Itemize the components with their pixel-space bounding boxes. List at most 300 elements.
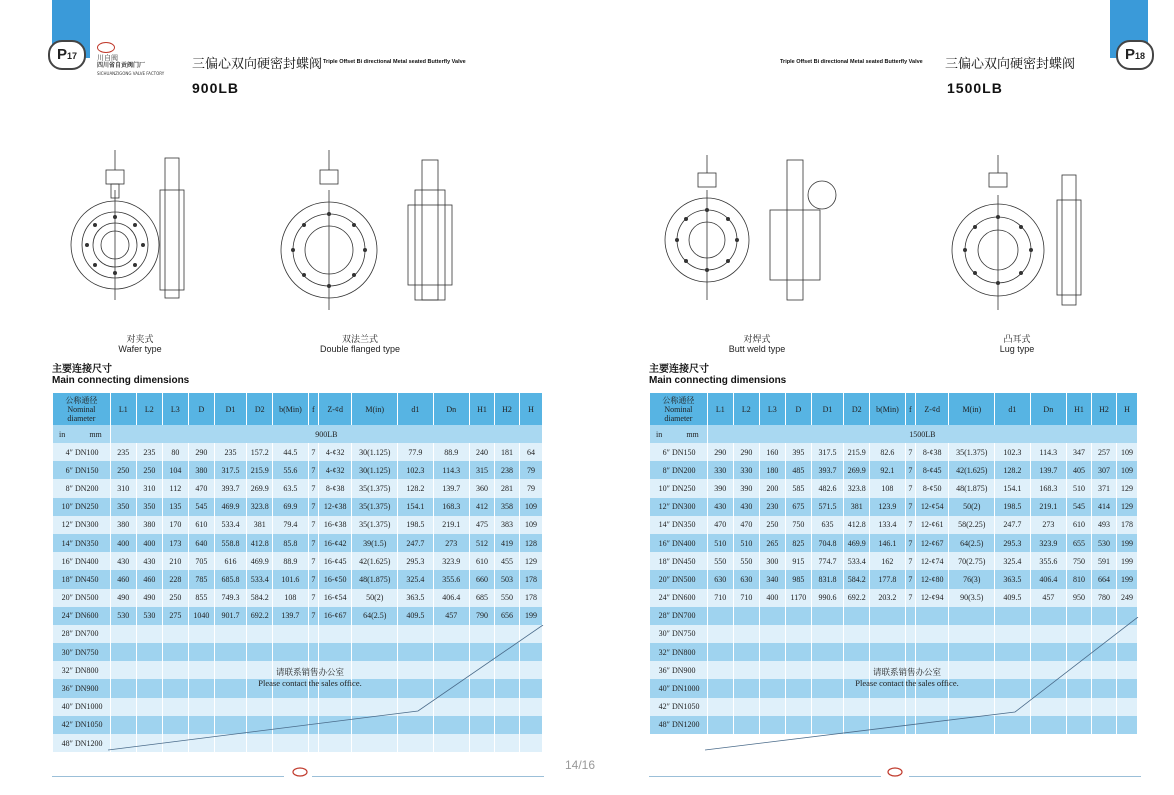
table-cell: 139.7 xyxy=(433,479,469,497)
table-cell: 135 xyxy=(162,498,188,516)
table-row xyxy=(650,552,1138,570)
table-cell: 825 xyxy=(785,534,811,552)
table-cell: 235 xyxy=(214,443,246,461)
table-cell: 80 xyxy=(162,443,188,461)
nominal-size-cell: 48″ DN1200 xyxy=(650,716,707,734)
table-cell: 412.8 xyxy=(247,534,273,552)
footer-line xyxy=(52,776,284,777)
table-cell: 199 xyxy=(1117,552,1138,570)
column-header: D1 xyxy=(811,393,843,425)
section-title: 主要连接尺寸 Main connecting dimensions xyxy=(649,364,787,386)
table-cell: 550 xyxy=(494,589,519,607)
table-row xyxy=(53,607,543,625)
table-cell: 749.3 xyxy=(214,589,246,607)
table-cell: 340 xyxy=(759,570,785,588)
table-cell: 12-¢38 xyxy=(319,498,352,516)
table-cell: 157.2 xyxy=(247,443,273,461)
unit-row xyxy=(650,425,1138,443)
column-header: M(in) xyxy=(949,393,995,425)
table-cell: 685.8 xyxy=(214,570,246,588)
table-cell: 7 xyxy=(905,552,915,570)
table-cell: 610 xyxy=(1067,516,1092,534)
table-cell: 8-¢38 xyxy=(319,479,352,497)
table-cell: 16-¢38 xyxy=(319,516,352,534)
nominal-size-cell: 12″ DN300 xyxy=(53,516,110,534)
table-header-row xyxy=(650,393,1138,425)
nominal-size-cell: 4″ DN100 xyxy=(53,443,110,461)
table-row xyxy=(53,552,543,570)
column-header: L3 xyxy=(759,393,785,425)
table-cell: 457 xyxy=(433,607,469,625)
table-cell: 129 xyxy=(1117,479,1138,497)
table-cell: 269.9 xyxy=(247,479,273,497)
table-row xyxy=(53,570,543,588)
table-cell: 114.3 xyxy=(433,461,469,479)
table-cell: 42(1.625) xyxy=(949,461,995,479)
table-row xyxy=(53,516,543,534)
table-cell: 7 xyxy=(905,479,915,497)
nominal-size-cell: 8″ DN200 xyxy=(53,479,110,497)
table-cell: 470 xyxy=(707,516,733,534)
table-cell: 550 xyxy=(733,552,759,570)
header-nominal-diameter: 公称通径 Nominal diameter xyxy=(650,393,707,425)
table-cell: 16-¢45 xyxy=(319,552,352,570)
table-cell: 300 xyxy=(759,552,785,570)
table-row xyxy=(53,534,543,552)
table-cell: 76(3) xyxy=(949,570,995,588)
nominal-size-cell: 16″ DN400 xyxy=(650,534,707,552)
table-cell: 16-¢50 xyxy=(319,570,352,588)
table-cell: 610 xyxy=(188,516,214,534)
table-cell: 39(1.5) xyxy=(352,534,398,552)
table-row xyxy=(53,498,543,516)
column-header: L2 xyxy=(733,393,759,425)
table-cell: 490 xyxy=(136,589,162,607)
table-cell: 790 xyxy=(470,607,495,625)
table-cell: 325.4 xyxy=(995,552,1030,570)
table-cell: 7 xyxy=(905,498,915,516)
table-cell: 430 xyxy=(707,498,733,516)
table-cell: 785 xyxy=(188,570,214,588)
table-cell: 685 xyxy=(470,589,495,607)
table-cell: 219.1 xyxy=(433,516,469,534)
table-cell: 290 xyxy=(188,443,214,461)
table-cell: 203.2 xyxy=(870,589,905,607)
table-cell: 664 xyxy=(1092,570,1117,588)
table-cell: 493 xyxy=(1092,516,1117,534)
table-cell: 355.6 xyxy=(1030,552,1066,570)
wafer-type-drawing xyxy=(70,150,210,330)
double-flanged-drawing xyxy=(280,150,480,330)
table-cell: 460 xyxy=(110,570,136,588)
table-row xyxy=(650,498,1138,516)
table-cell: 154.1 xyxy=(398,498,433,516)
table-cell: 269.9 xyxy=(844,461,870,479)
table-cell: 810 xyxy=(1067,570,1092,588)
table-cell: 469.9 xyxy=(844,534,870,552)
table-cell: 558.8 xyxy=(214,534,246,552)
right-page xyxy=(587,0,1174,795)
nominal-size-cell: 48″ DN1200 xyxy=(53,734,110,752)
table-cell: 350 xyxy=(110,498,136,516)
column-header: Z-¢d xyxy=(319,393,352,425)
table-cell: 412 xyxy=(470,498,495,516)
contact-note: 请联系销售办公室 Please contact the sales office. xyxy=(855,667,959,688)
company-logo: 川自阀 四川省自贡阀门厂 SICHUANZIGONG VALVE FACTORY xyxy=(97,42,164,78)
table-cell: 12-¢61 xyxy=(916,516,949,534)
table-cell: 381 xyxy=(247,516,273,534)
table-cell: 139.7 xyxy=(1030,461,1066,479)
table-cell: 406.4 xyxy=(1030,570,1066,588)
table-row xyxy=(53,479,543,497)
table-cell: 146.1 xyxy=(870,534,905,552)
table-cell: 139.7 xyxy=(273,607,308,625)
column-header: D xyxy=(785,393,811,425)
table-cell: 460 xyxy=(136,570,162,588)
table-cell: 655 xyxy=(1067,534,1092,552)
unit-cell: in mm xyxy=(650,425,707,443)
table-cell: 16-¢42 xyxy=(319,534,352,552)
table-cell: 79.4 xyxy=(273,516,308,534)
column-header: H xyxy=(1117,393,1138,425)
table-cell: 69.9 xyxy=(273,498,308,516)
table-cell: 1170 xyxy=(785,589,811,607)
table-cell: 512 xyxy=(470,534,495,552)
nominal-size-cell: 14″ DN350 xyxy=(53,534,110,552)
table-cell: 831.8 xyxy=(811,570,843,588)
table-row xyxy=(650,534,1138,552)
table-cell: 7 xyxy=(308,607,318,625)
table-cell: 128.2 xyxy=(995,461,1030,479)
table-cell: 7 xyxy=(308,589,318,607)
page-counter: 14/16 xyxy=(565,758,596,772)
table-cell: 129 xyxy=(1117,498,1138,516)
table-cell: 199 xyxy=(519,607,542,625)
nominal-size-cell: 40″ DN1000 xyxy=(53,698,110,716)
column-header: L1 xyxy=(110,393,136,425)
footer-line xyxy=(909,776,1141,777)
title-cn: 三偏心双向硬密封蝶阀 xyxy=(192,57,323,72)
table-cell: 12-¢74 xyxy=(916,552,949,570)
table-cell: 585 xyxy=(785,479,811,497)
table-cell: 58(2.25) xyxy=(949,516,995,534)
table-cell: 400 xyxy=(136,534,162,552)
table-cell: 710 xyxy=(707,589,733,607)
column-header: D1 xyxy=(214,393,246,425)
table-cell: 170 xyxy=(162,516,188,534)
table-cell: 173 xyxy=(162,534,188,552)
column-header: M(in) xyxy=(352,393,398,425)
table-row xyxy=(53,443,543,461)
table-cell: 44.5 xyxy=(273,443,308,461)
table-cell: 475 xyxy=(470,516,495,534)
table-row xyxy=(650,516,1138,534)
table-cell: 915 xyxy=(785,552,811,570)
pressure-class: 1500LB xyxy=(947,80,1003,96)
table-cell: 88.9 xyxy=(433,443,469,461)
table-cell: 503 xyxy=(494,570,519,588)
table-cell: 35(1.375) xyxy=(352,516,398,534)
table-cell: 12-¢54 xyxy=(916,498,949,516)
column-header: H2 xyxy=(494,393,519,425)
table-cell: 7 xyxy=(905,516,915,534)
table-cell: 323.8 xyxy=(844,479,870,497)
nominal-size-cell: 28″ DN700 xyxy=(650,607,707,625)
table-cell: 114.3 xyxy=(1030,443,1066,461)
table-header-row xyxy=(53,393,543,425)
table-cell: 469.9 xyxy=(247,552,273,570)
table-cell: 30(1.125) xyxy=(352,443,398,461)
table-cell: 616 xyxy=(214,552,246,570)
column-header: d1 xyxy=(995,393,1030,425)
table-cell: 325.4 xyxy=(398,570,433,588)
nominal-size-cell: 16″ DN400 xyxy=(53,552,110,570)
table-cell: 275 xyxy=(162,607,188,625)
table-cell: 85.8 xyxy=(273,534,308,552)
table-cell: 104 xyxy=(162,461,188,479)
table-cell: 35(1.375) xyxy=(352,479,398,497)
table-cell: 780 xyxy=(1092,589,1117,607)
table-cell: 630 xyxy=(733,570,759,588)
table-cell: 200 xyxy=(759,479,785,497)
table-cell: 109 xyxy=(519,516,542,534)
table-cell: 315 xyxy=(470,461,495,479)
table-cell: 530 xyxy=(110,607,136,625)
table-cell: 371 xyxy=(1092,479,1117,497)
table-cell: 395 xyxy=(785,443,811,461)
table-row xyxy=(650,479,1138,497)
table-cell: 323.9 xyxy=(433,552,469,570)
nominal-size-cell: 14″ DN350 xyxy=(650,516,707,534)
table-cell: 180 xyxy=(759,461,785,479)
table-cell: 530 xyxy=(1092,534,1117,552)
title-en: Triple Offset Bi directional Metal seated Butterfly Valve xyxy=(323,59,466,65)
table-cell: 510 xyxy=(1067,479,1092,497)
table-cell: 470 xyxy=(733,516,759,534)
table-cell: 409.5 xyxy=(995,589,1030,607)
table-cell: 64 xyxy=(519,443,542,461)
table-cell: 178 xyxy=(1117,516,1138,534)
table-cell: 133.4 xyxy=(870,516,905,534)
table-cell: 7 xyxy=(905,570,915,588)
table-cell: 247.7 xyxy=(995,516,1030,534)
table-cell: 901.7 xyxy=(214,607,246,625)
table-cell: 92.1 xyxy=(870,461,905,479)
table-cell: 430 xyxy=(733,498,759,516)
table-cell: 7 xyxy=(308,461,318,479)
table-cell: 281 xyxy=(494,479,519,497)
table-cell: 419 xyxy=(494,534,519,552)
page-badge: P17 xyxy=(48,40,86,70)
table-cell: 70(2.75) xyxy=(949,552,995,570)
table-cell: 168.3 xyxy=(433,498,469,516)
table-cell: 199 xyxy=(1117,570,1138,588)
nominal-size-cell: 10″ DN250 xyxy=(53,498,110,516)
table-cell: 8-¢45 xyxy=(916,461,949,479)
table-cell: 317.5 xyxy=(214,461,246,479)
nominal-size-cell: 32″ DN800 xyxy=(650,643,707,661)
table-row xyxy=(650,443,1138,461)
table-cell: 363.5 xyxy=(995,570,1030,588)
nominal-size-cell: 6″ DN150 xyxy=(53,461,110,479)
column-header: H xyxy=(519,393,542,425)
table-cell: 219.1 xyxy=(1030,498,1066,516)
pressure-class: 900LB xyxy=(192,80,240,96)
unit-row xyxy=(53,425,543,443)
table-cell: 412.8 xyxy=(844,516,870,534)
table-cell: 48(1.875) xyxy=(352,570,398,588)
table-cell: 380 xyxy=(188,461,214,479)
table-cell: 215.9 xyxy=(844,443,870,461)
table-cell: 102.3 xyxy=(995,443,1030,461)
table-row xyxy=(650,570,1138,588)
table-cell: 704.8 xyxy=(811,534,843,552)
table-cell: 108 xyxy=(273,589,308,607)
table-cell: 79 xyxy=(519,461,542,479)
table-cell: 750 xyxy=(1067,552,1092,570)
title-en: Triple Offset Bi directional Metal seated Butterfly Valve xyxy=(780,59,923,65)
table-cell: 545 xyxy=(188,498,214,516)
table-cell: 7 xyxy=(905,534,915,552)
column-header: f xyxy=(308,393,318,425)
table-cell: 109 xyxy=(519,498,542,516)
nominal-size-cell: 30″ DN750 xyxy=(650,625,707,643)
table-cell: 393.7 xyxy=(214,479,246,497)
table-cell: 178 xyxy=(519,589,542,607)
table-cell: 363.5 xyxy=(398,589,433,607)
table-cell: 7 xyxy=(308,479,318,497)
table-cell: 985 xyxy=(785,570,811,588)
table-cell: 656 xyxy=(494,607,519,625)
table-cell: 469.9 xyxy=(214,498,246,516)
nominal-size-cell: 10″ DN250 xyxy=(650,479,707,497)
logo-mark-icon xyxy=(97,42,115,53)
table-cell: 390 xyxy=(733,479,759,497)
table-cell: 102.3 xyxy=(398,461,433,479)
header-nominal-diameter: 公称通径 Nominal diameter xyxy=(53,393,110,425)
column-header: D xyxy=(188,393,214,425)
table-cell: 533.4 xyxy=(844,552,870,570)
table-cell: 358 xyxy=(494,498,519,516)
table-cell: 380 xyxy=(110,516,136,534)
table-cell: 310 xyxy=(110,479,136,497)
nominal-size-cell: 24″ DN600 xyxy=(53,607,110,625)
table-cell: 383 xyxy=(494,516,519,534)
table-cell: 490 xyxy=(110,589,136,607)
table-cell: 7 xyxy=(905,443,915,461)
table-cell: 485 xyxy=(785,461,811,479)
table-cell: 8-¢50 xyxy=(916,479,949,497)
table-cell: 30(1.125) xyxy=(352,461,398,479)
table-cell: 584.2 xyxy=(844,570,870,588)
table-cell: 123.9 xyxy=(870,498,905,516)
table-cell: 630 xyxy=(707,570,733,588)
footer-line xyxy=(649,776,881,777)
table-row xyxy=(650,461,1138,479)
table-cell: 550 xyxy=(707,552,733,570)
table-cell: 4-¢32 xyxy=(319,461,352,479)
table-cell: 675 xyxy=(785,498,811,516)
section-title: 主要连接尺寸 Main connecting dimensions xyxy=(52,364,190,386)
nominal-size-cell: 20″ DN500 xyxy=(650,570,707,588)
table-cell: 990.6 xyxy=(811,589,843,607)
table-cell: 160 xyxy=(759,443,785,461)
table-cell: 168.3 xyxy=(1030,479,1066,497)
table-cell: 154.1 xyxy=(995,479,1030,497)
table-cell: 109 xyxy=(1117,461,1138,479)
table-cell: 571.5 xyxy=(811,498,843,516)
table-cell: 405 xyxy=(1067,461,1092,479)
table-cell: 584.2 xyxy=(247,589,273,607)
table-cell: 355.6 xyxy=(433,570,469,588)
table-cell: 430 xyxy=(110,552,136,570)
table-cell: 457 xyxy=(1030,589,1066,607)
table-cell: 129 xyxy=(519,552,542,570)
table-cell: 79 xyxy=(519,479,542,497)
table-cell: 273 xyxy=(433,534,469,552)
pressure-class-cell: 900LB xyxy=(110,425,542,443)
table-cell: 290 xyxy=(707,443,733,461)
table-cell: 323.8 xyxy=(247,498,273,516)
table-cell: 250 xyxy=(759,516,785,534)
table-cell: 692.2 xyxy=(844,589,870,607)
table-cell: 12-¢80 xyxy=(916,570,949,588)
table-cell: 198.5 xyxy=(995,498,1030,516)
table-cell: 230 xyxy=(759,498,785,516)
table-cell: 35(1.375) xyxy=(352,498,398,516)
unit-cell: in mm xyxy=(53,425,110,443)
column-header: d1 xyxy=(398,393,433,425)
title-cn: 三偏心双向硬密封蝶阀 xyxy=(945,57,1076,72)
column-header: H2 xyxy=(1092,393,1117,425)
table-cell: 409.5 xyxy=(398,607,433,625)
table-cell: 530 xyxy=(136,607,162,625)
table-cell: 7 xyxy=(308,498,318,516)
caption-wafer: 对夹式 Wafer type xyxy=(118,334,162,354)
table-cell: 250 xyxy=(162,589,188,607)
table-cell: 610 xyxy=(470,552,495,570)
nominal-size-cell: 42″ DN1050 xyxy=(650,698,707,716)
column-header: b(Min) xyxy=(273,393,308,425)
table-cell: 710 xyxy=(733,589,759,607)
nominal-size-cell: 36″ DN900 xyxy=(53,679,110,697)
table-cell: 660 xyxy=(470,570,495,588)
column-header: Z-¢d xyxy=(916,393,949,425)
table-cell: 1040 xyxy=(188,607,214,625)
table-cell: 381 xyxy=(844,498,870,516)
table-cell: 317.5 xyxy=(811,443,843,461)
table-cell: 380 xyxy=(136,516,162,534)
nominal-size-cell: 42″ DN1050 xyxy=(53,716,110,734)
table-cell: 705 xyxy=(188,552,214,570)
table-cell: 7 xyxy=(308,570,318,588)
nominal-size-cell: 18″ DN450 xyxy=(53,570,110,588)
table-cell: 238 xyxy=(494,461,519,479)
table-cell: 7 xyxy=(308,534,318,552)
table-row xyxy=(53,589,543,607)
nominal-size-cell: 12″ DN300 xyxy=(650,498,707,516)
table-cell: 635 xyxy=(811,516,843,534)
table-cell: 455 xyxy=(494,552,519,570)
footer-logo-icon xyxy=(290,767,310,779)
table-cell: 112 xyxy=(162,479,188,497)
table-cell: 545 xyxy=(1067,498,1092,516)
footer-line xyxy=(312,776,544,777)
nominal-size-cell: 32″ DN800 xyxy=(53,661,110,679)
table-cell: 295.3 xyxy=(995,534,1030,552)
table-cell: 350 xyxy=(136,498,162,516)
table-cell: 109 xyxy=(1117,443,1138,461)
